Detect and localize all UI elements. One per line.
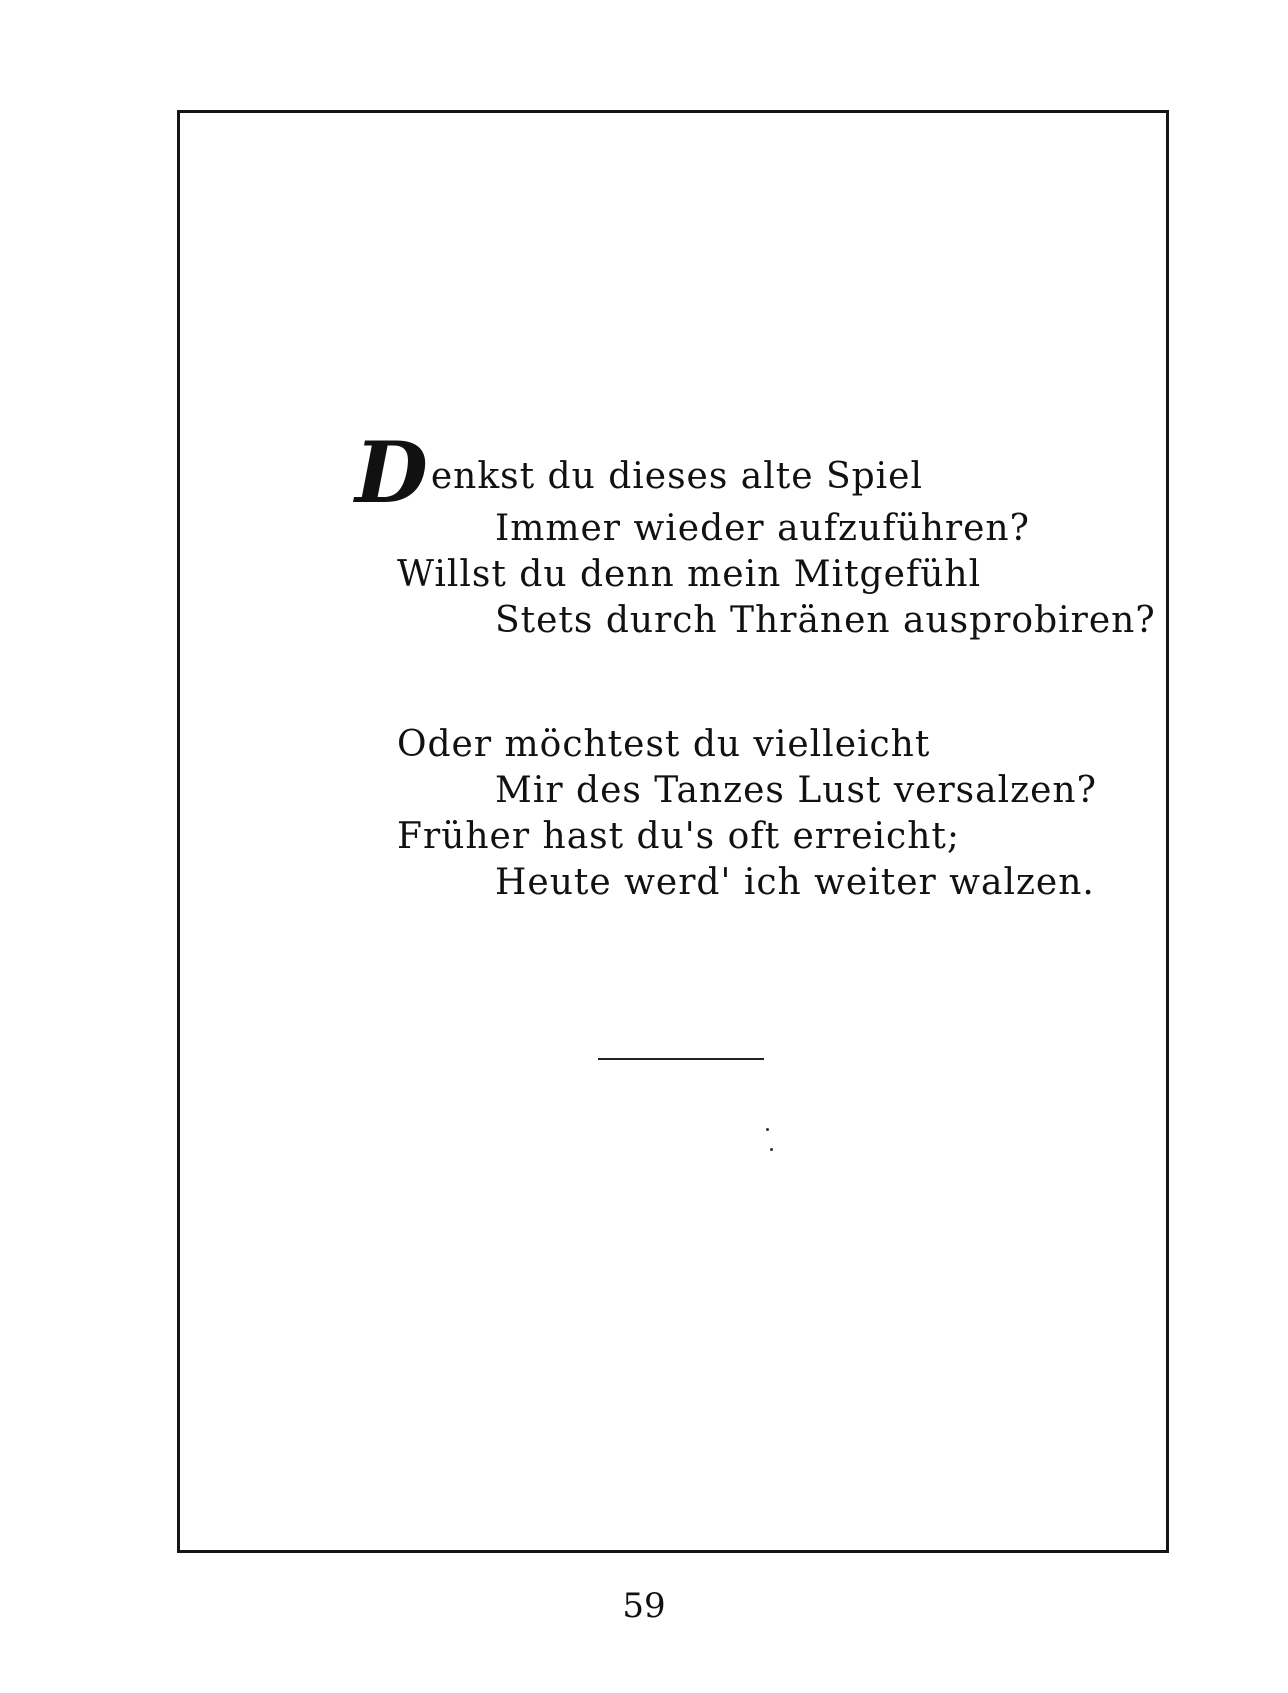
poem: [355, 423, 1156, 984]
closing-rule-divider: [598, 1058, 764, 1060]
poem-line-6: Mir des Tanzes Lust versalzen?: [495, 770, 1097, 811]
poem-line-4: Stets durch Thränen ausprobiren?: [495, 600, 1156, 641]
poem-line-1: [355, 423, 1055, 522]
poem-line-5: Oder möchtest du vielleicht: [397, 724, 931, 765]
print-speck: [766, 1128, 769, 1131]
poem-line-7: Früher hast du's oft erreicht;: [397, 816, 960, 857]
drop-cap-initial: D: [355, 423, 429, 522]
print-speck: [770, 1148, 773, 1151]
poem-line-8: Heute werd' ich weiter walzen.: [495, 862, 1095, 903]
poem-line-3: Willst du denn mein Mitgefühl: [397, 554, 982, 595]
stanza-1: [355, 423, 1156, 644]
poem-line-2: Immer wieder aufzuführen?: [495, 508, 1030, 549]
page-number: 59: [622, 1586, 666, 1626]
stanza-2: [355, 722, 1097, 906]
poem-line-1-text: enkst du dieses alte Spiel: [430, 456, 923, 497]
